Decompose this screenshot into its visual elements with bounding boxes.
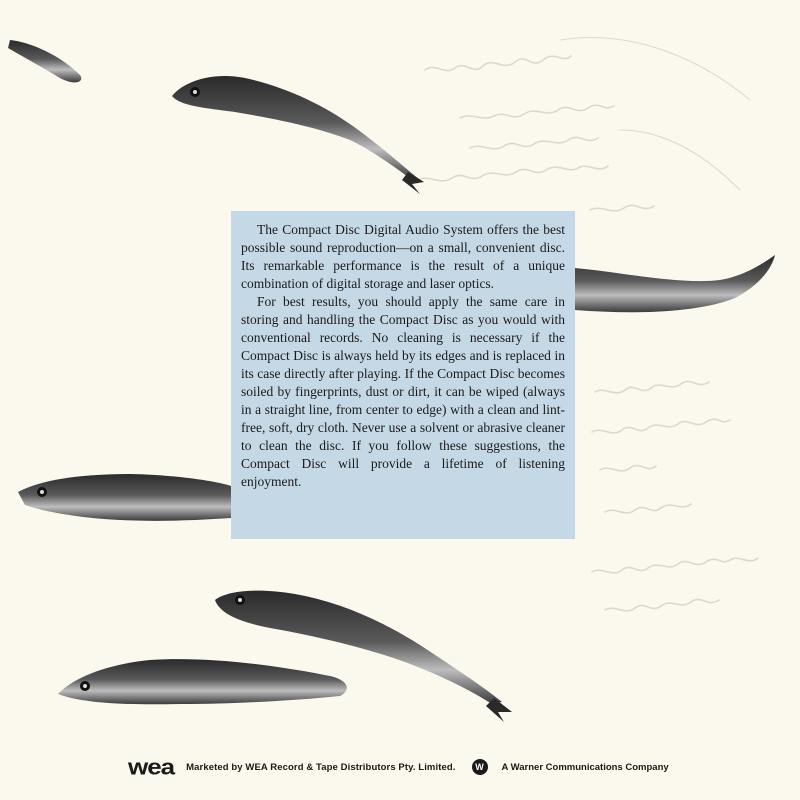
fish-lower-left — [58, 659, 347, 704]
fish-right — [575, 255, 775, 312]
warner-communications-logo-icon: W — [472, 759, 488, 775]
footer — [128, 752, 708, 782]
fish-top-left — [8, 40, 81, 82]
fish-lower-right — [215, 591, 512, 722]
cd-care-info-box — [231, 211, 575, 539]
warner-communications-text: A Warner Communications Company — [501, 761, 669, 773]
info-paragraph-1: The Compact Disc Digital Audio System offers the best possible sound reproduction—on a small, convenient disc. Its remarkable performance is the result of a unique combination of digital storage and laser optics. — [241, 222, 565, 291]
info-paragraph-2: For best results, you should apply the same care in storing and handling the Compact Disc as you would with conventional records. No cleaning is necessary if the Compact Disc is always held by its edges and is replaced in its case directly after playing. If the Compact Disc becomes soiled by fingerprints, dust or dirt, it can be wiped (always in a straight line, from center to edge) with a clean and lint-free, soft, dry cloth. Never use a solvent or abrasive cleaner to clean the disc. If you follow these suggestions, the Compact Disc will provide a lifetime of listening enjoyment. — [241, 294, 565, 489]
wea-logo: wea — [128, 754, 175, 780]
fish-top-center — [172, 76, 424, 194]
marketed-by-text: Marketed by WEA Record & Tape Distributors Pty. Limited. — [186, 761, 456, 773]
fish-left-middle — [18, 474, 231, 521]
